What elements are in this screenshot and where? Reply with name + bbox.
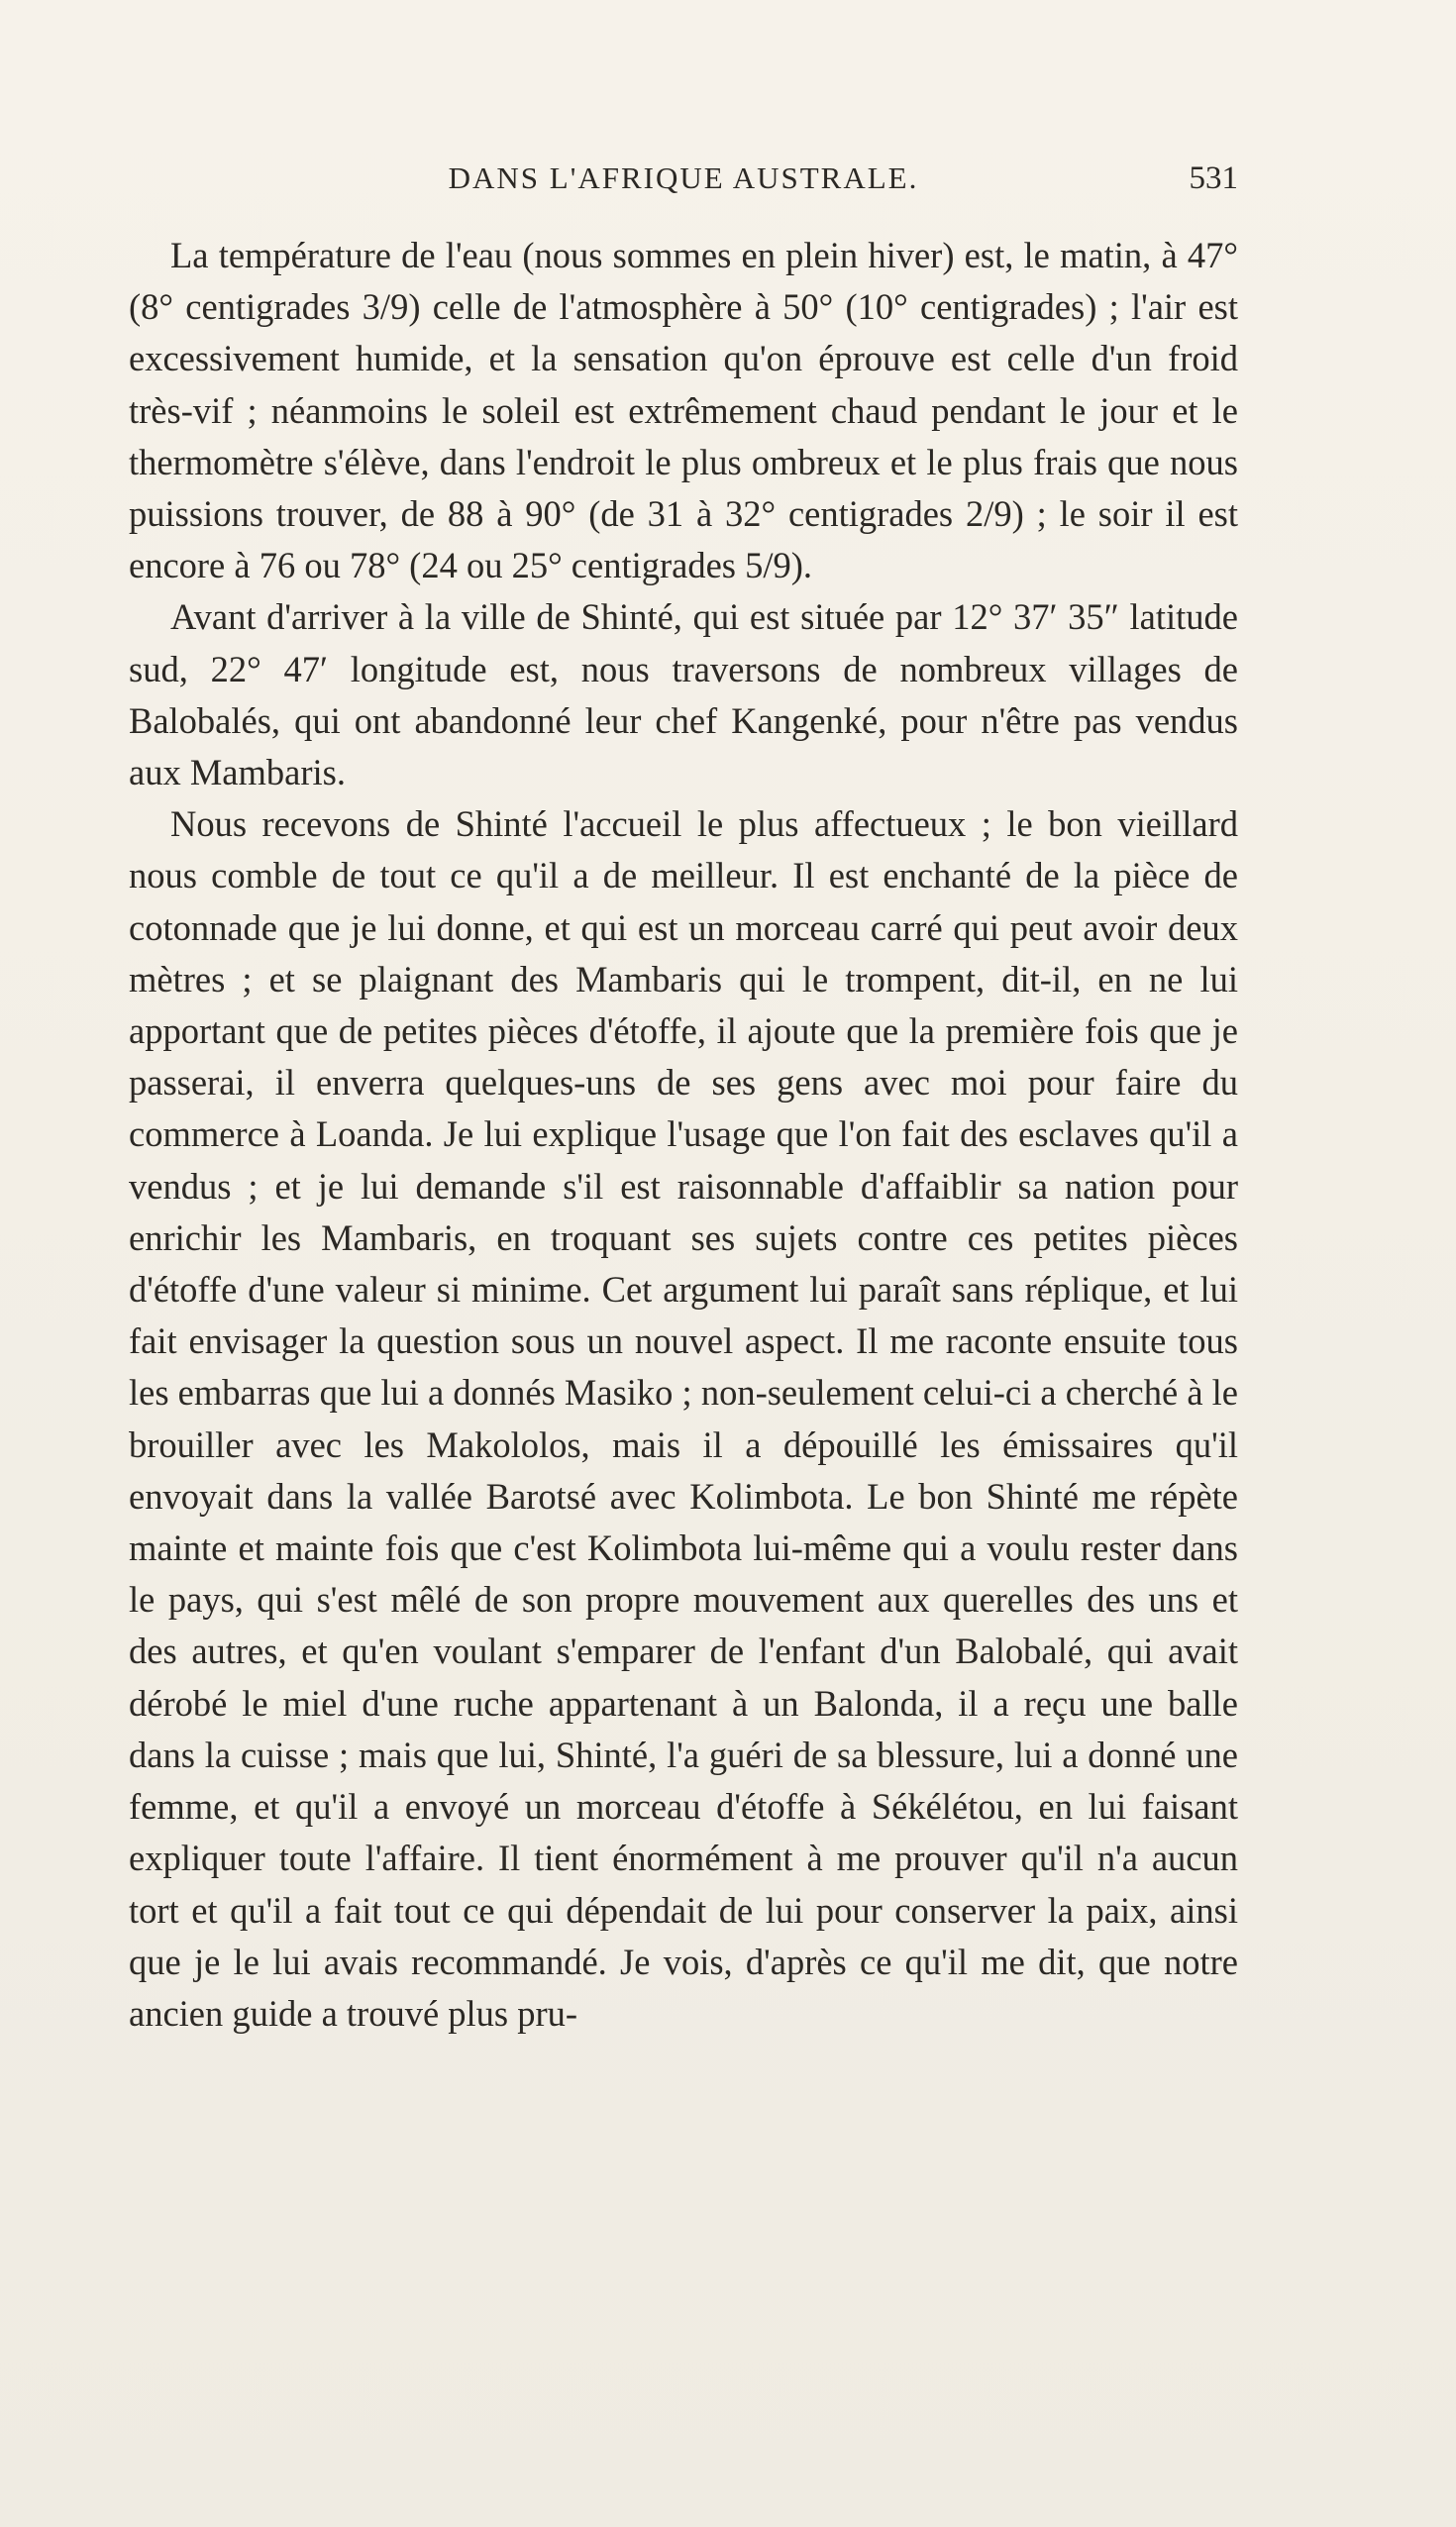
paragraph-shinte-welcome: Nous recevons de Shinté l'accueil le plus affectueux ; le bon vieillard nous comble de tout ce qu'il a de meilleur. Il est enchanté de la pièce de cotonnade que je lui donne, et qui est un morceau carré qui peut avoir deux mètres ; et se plaignant des Mambaris qui le trompent, dit-il, en ne lui apportant que de petites pièces d'étoffe, il ajoute que la première fois que je passerai, il enverra quelques-uns de ses gens avec moi pour faire du commerce à Loanda. Je lui explique l'usage que l'on fait des esclaves qu'il a vendus ; et je lui demande s'il est raisonnable d'affaiblir sa nation pour enrichir les Mambaris, en troquant ses sujets contre ces petites pièces d'étoffe d'une valeur si minime. Cet argument lui paraît sans réplique, et lui fait envisager la question sous un nouvel aspect. Il me raconte ensuite tous les embarras que lui a donnés Masiko ; non-seulement celui-ci a cherché à le brouiller avec les Makololos, mais il a dépouillé les émissaires qu'il envoyait dans la vallée Barotsé avec Kolimbota. Le bon Shinté me répète mainte et mainte fois que c'est Kolimbota lui-même qui a voulu rester dans le pays, qui s'est mêlé de son propre mouvement aux querelles des uns et des autres, et qu'en voulant s'emparer de l'enfant d'un Balobalé, qui avait dérobé le miel d'une ruche appartenant à un Balonda, il a reçu une balle dans la cuisse ; mais que lui, Shinté, l'a guéri de sa blessure, lui a donné une femme, et qu'il a envoyé un morceau d'étoffe à Sékélétou, en lui faisant expliquer toute l'affaire. Il tient énormément à me prouver qu'il n'a aucun tort et qu'il a fait tout ce qui dépendait de lui pour conserver la paix, ainsi que je le lui avais recommandé. Je vois, d'après ce qu'il me dit, que notre ancien guide a trouvé plus pru- bbox=[129, 803, 1238, 2034]
body-text bbox=[129, 230, 1238, 2040]
paragraph-shinte-arrival: Avant d'arriver à la ville de Shinté, qui est située par 12° 37′ 35″ latitude sud, 22° 47′ longitude est, nous traversons de nombreux villages de Balobalés, qui ont abandonné leur chef Kangenké, pour n'être pas vendus aux Mambaris. bbox=[129, 596, 1238, 793]
page-number: 531 bbox=[1189, 160, 1238, 196]
paragraph-temperature: La température de l'eau (nous sommes en plein hiver) est, le matin, à 47° (8° centigrades 3/9) celle de l'atmosphère à 50° (10° centigrades) ; l'air est excessivement humide, et la sensation qu'on éprouve est celle d'un froid très-vif ; néanmoins le soleil est extrêmement chaud pendant le jour et le thermomètre s'élève, dans l'endroit le plus ombreux et le plus frais que nous puissions trouver, de 88 à 90° (de 31 à 32° centigrades 2/9) ; le soir il est encore à 76 ou 78° (24 ou 25° centigrades 5/9). bbox=[129, 235, 1238, 586]
running-head: DANS L'AFRIQUE AUSTRALE. bbox=[448, 160, 919, 195]
page-header bbox=[129, 160, 1238, 200]
